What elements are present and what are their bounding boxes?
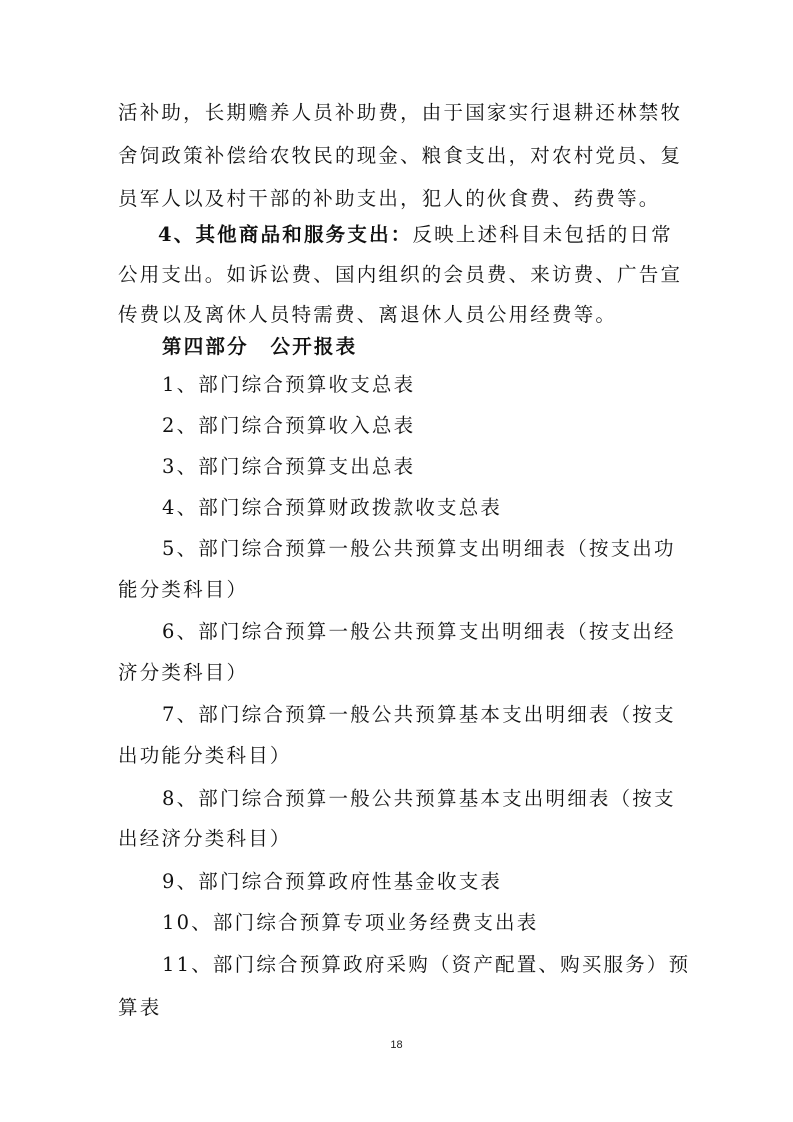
list-item-continuation: 出功能分类科目）	[118, 744, 292, 767]
list-item: 7、部门综合预算一般公共预算基本支出明细表（按支	[162, 703, 676, 726]
list-item: 6、部门综合预算一般公共预算支出明细表（按支出经	[162, 620, 676, 643]
item-4-heading: 4、其他商品和服务支出：	[158, 223, 413, 246]
list-item: 11、部门综合预算政府采购（资产配置、购买服务）预	[162, 953, 691, 976]
paragraph-line: 活补助，长期赡养人员补助费，由于国家实行退耕还林禁牧	[118, 101, 683, 124]
list-item-continuation: 算表	[118, 996, 162, 1019]
list-item: 10、部门综合预算专项业务经费支出表	[162, 911, 539, 934]
paragraph-line: 舍饲政策补偿给农牧民的现金、粮食支出，对农村党员、复	[118, 144, 683, 167]
section-heading: 第四部分 公开报表	[162, 335, 358, 358]
list-item: 8、部门综合预算一般公共预算基本支出明细表（按支	[162, 787, 676, 810]
list-item-continuation: 能分类科目）	[118, 578, 249, 601]
list-item-continuation: 出经济分类科目）	[118, 827, 292, 850]
list-item: 3、部门综合预算支出总表	[162, 455, 416, 478]
list-item: 4、部门综合预算财政拨款收支总表	[162, 496, 503, 519]
item-4-first-line	[0, 215, 793, 255]
page-number: 18	[390, 1039, 403, 1051]
paragraph-line: 传费以及离休人员特需费、离退休人员公用经费等。	[118, 303, 618, 326]
list-item: 1、部门综合预算收支总表	[162, 373, 416, 396]
list-item-continuation: 济分类科目）	[118, 661, 249, 684]
paragraph-line: 员军人以及村干部的补助支出，犯人的伙食费、药费等。	[118, 187, 661, 210]
item-4-text: 反映上述科目未包括的日常	[412, 223, 673, 246]
list-item: 2、部门综合预算收入总表	[162, 414, 416, 437]
paragraph-line: 公用支出。如诉讼费、国内组织的会员费、来访费、广告宣	[118, 263, 683, 286]
list-item: 5、部门综合预算一般公共预算支出明细表（按支出功	[162, 537, 676, 560]
list-item: 9、部门综合预算政府性基金收支表	[162, 870, 503, 893]
